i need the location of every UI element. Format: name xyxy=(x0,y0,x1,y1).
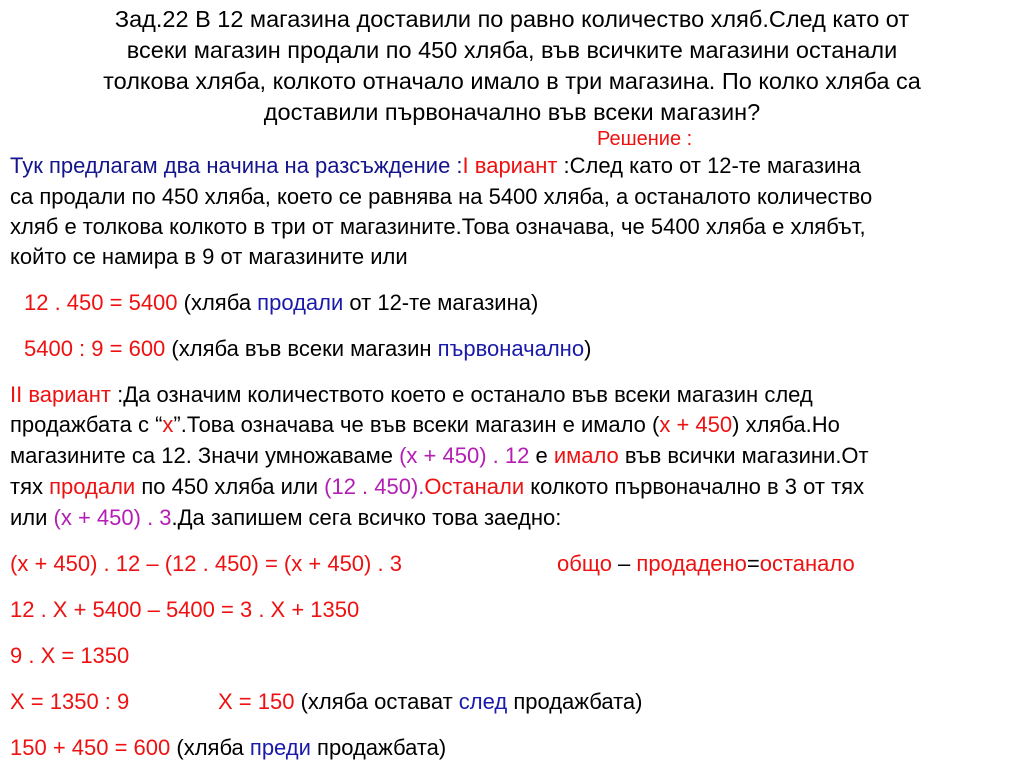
v2l4-c: по 450 хляба или xyxy=(135,474,325,499)
equation-4-text: (хляба остават xyxy=(294,689,459,714)
equation-5 xyxy=(10,735,446,761)
legend-dash: – xyxy=(611,551,637,576)
equation-1: (x + 450) . 12 – (12 . 450) = (x + 450) . 3 xyxy=(10,551,402,576)
equation-4-result xyxy=(218,689,643,715)
calc-line-1 xyxy=(24,290,538,316)
variant1-text: :След като от 12-те магазина xyxy=(557,153,861,178)
v2l2-x: x xyxy=(162,412,174,437)
variant1-label: I вариант xyxy=(462,153,558,178)
variant2-text: :Да означим количеството което е останало във всеки магазин след xyxy=(111,382,813,407)
calc2-expression: 5400 : 9 = 600 xyxy=(24,336,166,361)
variant1-line-2: са продали по 450 хляба, което се равнява на 5400 хляба, а останалото количество xyxy=(10,184,873,209)
v2l4-a: тях xyxy=(10,474,50,499)
v2l5-a: или xyxy=(10,505,54,530)
v2l4-expr: (12 . 450). xyxy=(324,474,425,499)
equation-5-keyword: преди xyxy=(249,735,311,760)
v2l5-expr: (x + 450) . 3 xyxy=(53,505,172,530)
equation-3: 9 . X = 1350 xyxy=(10,643,130,668)
variant2-line-2 xyxy=(10,412,840,438)
problem-title-line-4: доставили първоначално във всеки магазин? xyxy=(263,99,761,125)
calc1-keyword: продали xyxy=(257,290,344,315)
v2l3-c: е xyxy=(529,443,554,468)
v2l3-e: във всички магазини.От xyxy=(618,443,869,468)
v2l2-expr: x + 450 xyxy=(659,412,733,437)
legend-remaining: останало xyxy=(759,551,855,576)
calc-line-2 xyxy=(24,336,591,362)
equation-1-legend xyxy=(557,551,855,577)
legend-sold: продадено xyxy=(636,551,747,576)
equation-4 xyxy=(10,689,129,715)
calc2-keyword: първоначално xyxy=(437,336,585,361)
v2l2-c: ”.Това означава че във всеки магазин е имало ( xyxy=(173,412,660,437)
legend-total: общо xyxy=(557,551,612,576)
variant2-line-1 xyxy=(10,382,813,408)
solution-label: Решение : xyxy=(597,128,693,150)
intro-text: Тук предлагам два начина на разсъждение : xyxy=(10,153,463,178)
equation-2: 12 . X + 5400 – 5400 = 3 . X + 1350 xyxy=(10,597,360,622)
v2l2-e: ) хляба.Но xyxy=(732,412,840,437)
calc1-text: (хляба xyxy=(177,290,258,315)
equation-4-text-end: продажбата) xyxy=(507,689,643,714)
v2l2-a: продажбата с “ xyxy=(10,412,163,437)
variant2-label: II вариант xyxy=(10,382,111,407)
equation-5-expr: 150 + 450 = 600 xyxy=(10,735,171,760)
equation-4-value: X = 150 xyxy=(218,689,295,714)
calc2-text: (хляба във всеки магазин xyxy=(165,336,438,361)
variant2-line-4 xyxy=(10,474,864,500)
v2l4-kw1: продали xyxy=(49,474,136,499)
equation-5-text: (хляба xyxy=(170,735,250,760)
equation-4-keyword: след xyxy=(458,689,508,714)
variant1-line-4: който се намира в 9 от магазините или xyxy=(10,244,408,269)
calc1-expression: 12 . 450 = 5400 xyxy=(24,290,178,315)
equation-5-text-end: продажбата) xyxy=(310,735,447,760)
problem-title-line-2: всеки магазин продали по 450 хляба, във всичките магазини останали xyxy=(126,37,898,63)
equation-4-left: X = 1350 : 9 xyxy=(10,689,130,714)
variant2-line-3 xyxy=(10,443,869,469)
calc2-text-end: ) xyxy=(584,336,592,361)
variant1-line-3: хляб е толкова колкото в три от магазините.Това означава, че 5400 хляба е хлябът, xyxy=(10,214,866,239)
v2l3-a: магазините са 12. Значи умножаваме xyxy=(10,443,400,468)
v2l5-c: .Да запишем сега всичко това заедно: xyxy=(171,505,562,530)
v2l4-kw2: Останали xyxy=(424,474,525,499)
v2l3-kw: имало xyxy=(553,443,619,468)
variant2-line-5 xyxy=(10,505,561,531)
variant1-line-1 xyxy=(10,153,861,179)
calc1-text-end: от 12-те магазина) xyxy=(343,290,539,315)
v2l3-expr: (x + 450) . 12 xyxy=(399,443,530,468)
v2l4-f: колкото първоначално в 3 от тях xyxy=(524,474,865,499)
problem-title-line-3: толкова хляба, колкото отначало имало в три магазина. По колко хляба са xyxy=(103,68,921,94)
legend-equals: = xyxy=(746,551,760,576)
problem-title-line-1: Зад.22 В 12 магазина доставили по равно количество хляб.След като от xyxy=(114,6,910,32)
